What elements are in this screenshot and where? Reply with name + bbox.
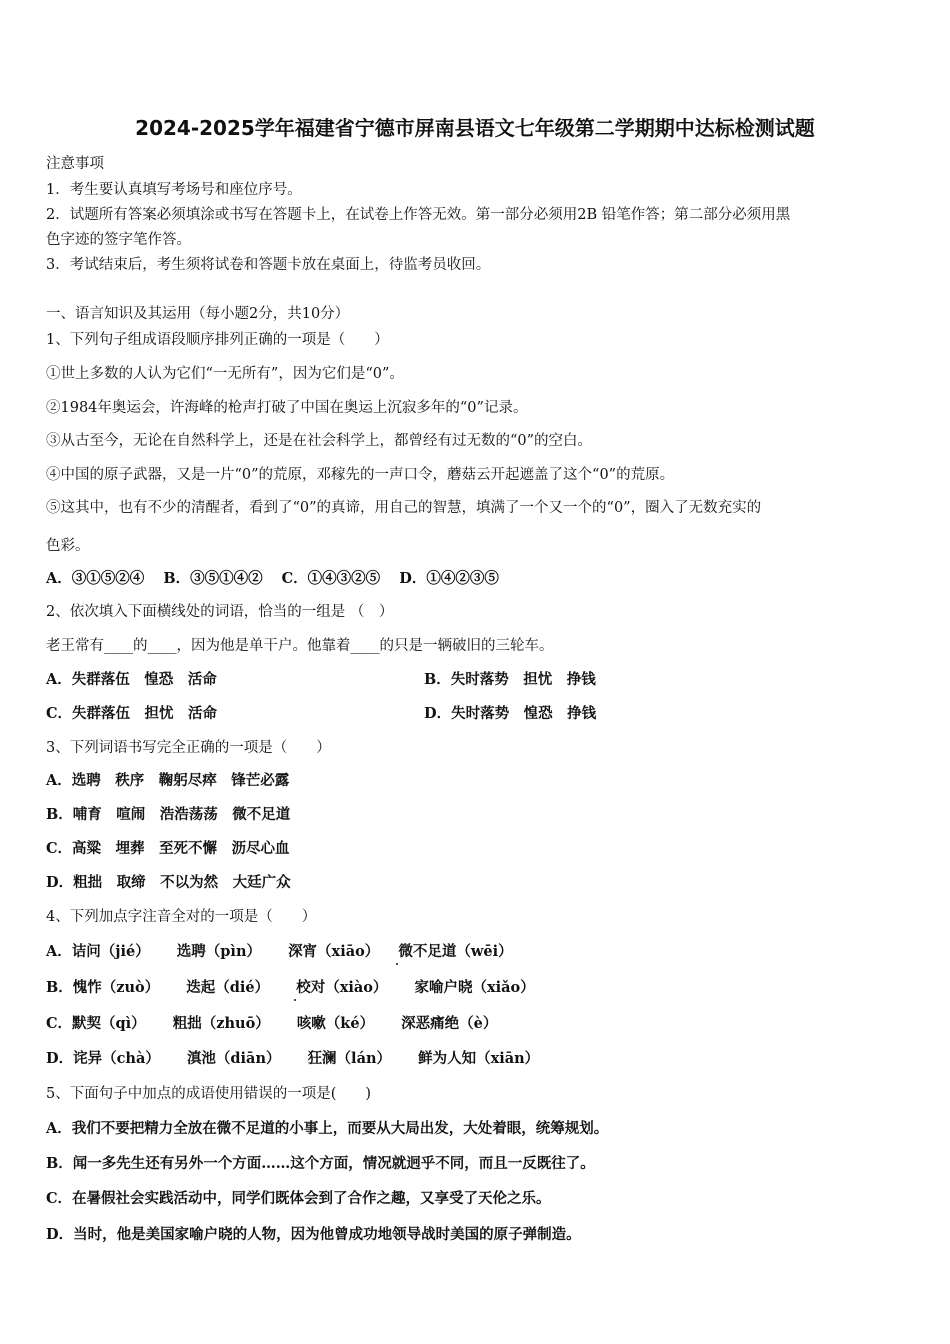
q1-sentence: ①世上多数的人认为它们“一无所有”，因为它们是“0”。 <box>46 366 404 382</box>
q4-d-word-1: D．诧异（chà） <box>46 1050 160 1067</box>
q3-option-b[interactable]: B．哺育 喧闹 浩浩荡荡 微不足道 <box>46 806 291 823</box>
q1-option-a[interactable]: A．③①⑤②④ <box>46 570 145 587</box>
q2-stem: 2、依次填入下面横线处的词语，恰当的一组是 （ ） <box>46 604 394 620</box>
q4-c-word-3: 咳嗽（ké） <box>296 1015 375 1032</box>
q2-options-row <box>46 668 906 689</box>
q1-sentence: 色彩。 <box>46 538 90 554</box>
q1-option-c[interactable]: C．①④③②⑤ <box>281 570 381 587</box>
q2-option-b[interactable]: B．失时落势 担忧 挣钱 <box>424 671 596 688</box>
q4-c-word-2: 粗拙（zhuō） <box>172 1015 270 1032</box>
q3-option-d[interactable]: D．粗拙 取缔 不以为然 大廷广众 <box>46 874 291 891</box>
q4-b-word-2: 迭起（dié） <box>186 979 270 996</box>
section-heading: 一、语言知识及其运用（每小题2分，共10分） <box>46 306 350 322</box>
q1-sentence: ②1984年奥运会，许海峰的枪声打破了中国在奥运上沉寂多年的“0”记录。 <box>46 400 528 416</box>
q3-option-a[interactable]: A．选聘 秩序 鞠躬尽瘁 锋芒必露 <box>46 772 290 789</box>
q5-option-a[interactable]: A．我们不要把精力全放在微不足道的小事上，而要从大局出发，大处着眼，统筹规划。 <box>46 1120 609 1137</box>
q4-d-word-4: 鲜为人知（xiān） <box>418 1050 540 1067</box>
notice-item: 1．考生要认真填写考场号和座位序号。 <box>46 182 302 198</box>
q5-option-c[interactable]: C．在暑假社会实践活动中，同学们既体会到了合作之趣，又享受了天伦之乐。 <box>46 1190 551 1207</box>
q4-d-word-3: 狂澜（lán） <box>307 1050 392 1067</box>
q1-sentence: ③从古至今，无论在自然科学上，还是在社会科学上，都曾经有过无数的“0”的空白。 <box>46 433 593 449</box>
q1-option-d[interactable]: D．①④②③⑤ <box>399 570 499 587</box>
q4-c-word-1: C．默契（qì） <box>46 1015 146 1032</box>
q4-a-word-3: 深宵（xiāo） <box>288 943 380 960</box>
q4-option-a[interactable] <box>46 940 513 961</box>
notice-heading: 注意事项 <box>46 156 104 172</box>
q5-option-b[interactable]: B．闻一多先生还有另外一个方面……这个方面，情况就迥乎不同，而且一反既往了。 <box>46 1155 595 1172</box>
q4-b-word-1: B．愧怍（zuò） <box>46 979 160 996</box>
q4-b-word-3: 校对（xiào） <box>296 979 388 996</box>
q5-option-d[interactable]: D．当时，他是美国家喻户晓的人物，因为他曾成功地领导战时美国的原子弹制造。 <box>46 1226 581 1243</box>
q1-sentence: ④中国的原子武器，又是一片“0”的荒原，邓稼先的一声口令，蘑菇云开起遮盖了这个“0”的荒原。 <box>46 467 675 483</box>
q1-sentence: ⑤这其中，也有不少的清醒者，看到了“0”的真谛，用自己的智慧，填满了一个又一个的“0”，圈入了无数充实的 <box>46 500 762 516</box>
q2-options-row <box>46 702 906 723</box>
notice-item: 色字迹的签字笔作答。 <box>46 232 191 248</box>
q2-sentence: 老王常有____的____，因为他是单干户。他靠着____的只是一辆破旧的三轮车。 <box>46 638 554 654</box>
q2-option-c[interactable]: C．失群落伍 担忧 活命 <box>46 705 218 722</box>
notice-item: 3．考试结束后，考生须将试卷和答题卡放在桌面上，待监考员收回。 <box>46 257 491 273</box>
q4-stem: 4、下列加点字注音全对的一项是（ ） <box>46 909 317 925</box>
q4-c-word-4: 深恶痛绝（è） <box>401 1015 498 1032</box>
q4-option-b[interactable] <box>46 976 535 997</box>
q4-a-word-1: A．诘问（jié） <box>46 943 150 960</box>
q3-option-c[interactable]: C．高粱 埋葬 至死不懈 沥尽心血 <box>46 840 290 857</box>
page-title: 2024-2025学年福建省宁德市屏南县语文七年级第二学期期中达标检测试题 <box>135 116 815 140</box>
q4-b-word-4: 家喻户晓（xiǎo） <box>414 979 535 996</box>
q4-a-word-4: 微不足道（wēi） <box>398 943 513 960</box>
q1-option-b[interactable]: B．③⑤①④② <box>163 570 263 587</box>
q1-stem: 1、下列句子组成语段顺序排列正确的一项是（ ） <box>46 332 389 348</box>
notice-item: 2．试题所有答案必须填涂或书写在答题卡上，在试卷上作答无效。第一部分必须用2B 铅笔作答；第二部分必须用黑 <box>46 207 791 223</box>
q3-stem: 3、下列词语书写完全正确的一项是（ ） <box>46 740 331 756</box>
q5-stem: 5、下面句子中加点的成语使用错误的一项是( ) <box>46 1086 372 1102</box>
q4-option-d[interactable] <box>46 1047 539 1068</box>
q4-a-word-2: 选聘（pìn） <box>176 943 261 960</box>
q4-option-c[interactable] <box>46 1012 497 1033</box>
q2-option-d[interactable]: D．失时落势 惶恐 挣钱 <box>424 705 597 722</box>
q1-options <box>46 567 513 588</box>
q2-option-a[interactable]: A．失群落伍 惶恐 活命 <box>46 671 217 688</box>
q4-d-word-2: 滇池（diān） <box>186 1050 281 1067</box>
